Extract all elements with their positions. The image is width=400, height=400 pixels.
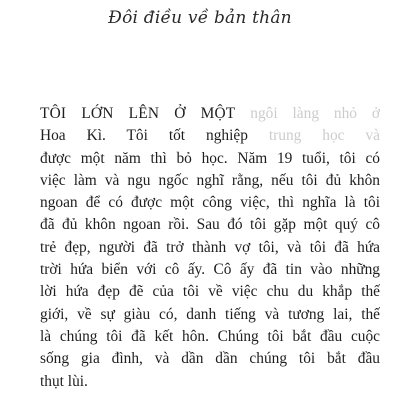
paragraph-line-12: sống gia đình, và dần dần chúng tôi bắt đầu	[40, 350, 380, 368]
line-2-faded-text: trung học và	[268, 127, 380, 145]
paragraph-line-13: thụt lùi.	[40, 372, 88, 390]
paragraph	[40, 103, 380, 393]
paragraph-line-10: giới, về sự giàu có, danh tiếng và tương lai, thế	[40, 305, 380, 323]
paragraph-line-5: ngoan để có được một công việc, thì nghĩa là tôi	[40, 194, 380, 212]
paragraph-line-7: trẻ đẹp, người đã trở thành vợ tôi, và tôi đã hứa	[40, 238, 380, 256]
chapter-title: Đôi điều về bản thân	[108, 8, 292, 28]
paragraph-line-9: lời hứa đẹp đẽ của tôi về việc chu du khắp thế	[40, 283, 380, 301]
paragraph-line-3: được một năm thì bỏ học. Năm 19 tuổi, tôi có	[40, 149, 380, 167]
paragraph-line-6: đã đủ khôn ngoan rồi. Sau đó tôi gặp một quý cô	[40, 216, 380, 234]
line-1-faded-text: ngôi làng nhỏ ở	[250, 105, 380, 122]
paragraph-line-4: việc làm và ngu ngốc nghĩ rằng, nếu tôi đủ khôn	[40, 171, 380, 189]
paragraph-line-11: là chúng tôi đã kết hôn. Chúng tôi bắt đầu cuộc	[40, 327, 380, 345]
paragraph-line-1	[40, 103, 380, 125]
paragraph-line-2	[40, 125, 380, 147]
paragraph-line-8: trời hứa biển với cô ấy. Cô ấy đã tin vào những	[40, 261, 380, 279]
line-1-text: TÔI LỚN LÊN Ở MỘT	[40, 105, 236, 122]
line-2-text: Hoa Kì. Tôi tốt nghiệp	[40, 127, 248, 145]
